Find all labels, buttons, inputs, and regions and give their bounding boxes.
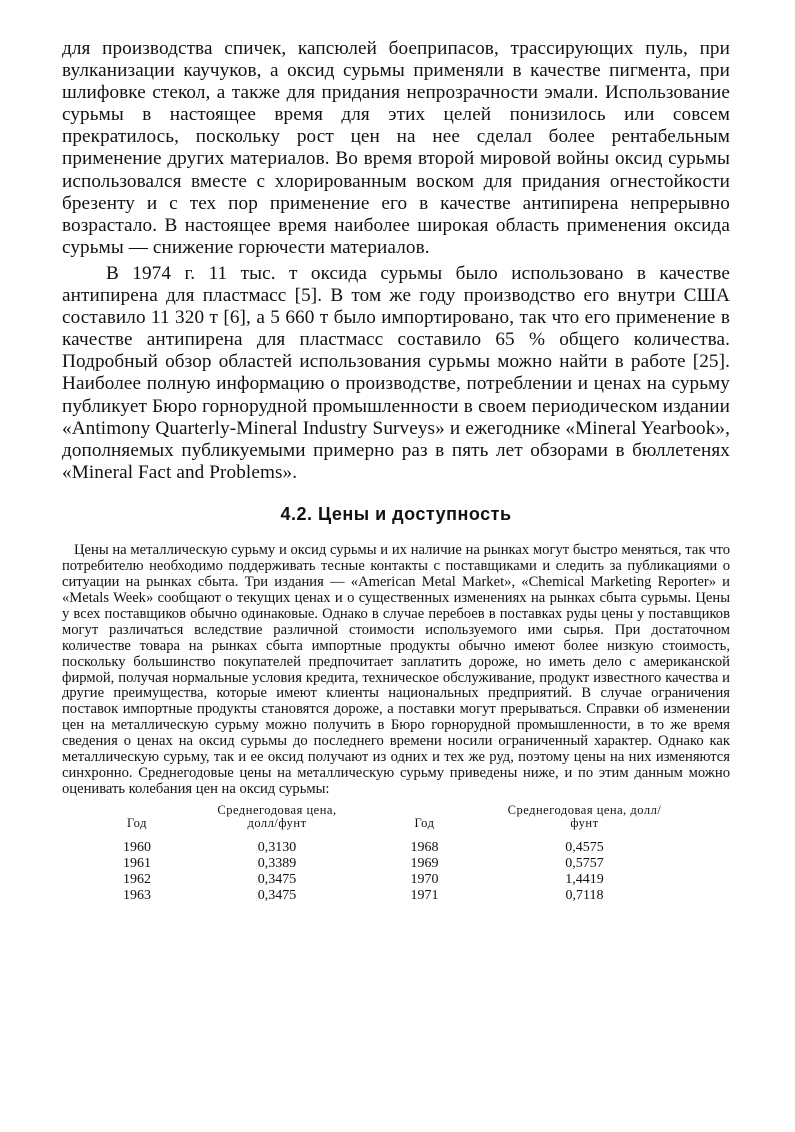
year-cell: 1963 (123, 888, 151, 904)
table-row (62, 856, 662, 872)
year-cell: 1970 (410, 872, 439, 888)
price-cell: 0,3475 (257, 872, 297, 888)
price-cell: 0,3130 (257, 840, 297, 856)
table-row (62, 888, 662, 904)
year-cell: 1962 (123, 872, 151, 888)
year-cell: 1961 (123, 856, 151, 872)
page-body (62, 38, 730, 904)
intro-paragraph: для производства спичек, капсюлей боеприпасов, трассирующих пуль, при вулканизации каучуков, а оксид сурьмы применяли в качестве пигмента, при шлифовке стекол, а также для придания непрозрачности эмали. Использование сурьмы в настоящее время для этих целей понизилось или совсем прекратилось, поскольку рост цен на нее сделал более рентабельным применение других материалов. Во время второй мировой войны оксид сурьмы использовался вместе с хлорированным воском для придания огнестойкости брезенту и с тех пор применение его в качестве антипирена непрерывно возрастало. В настоящее время наиболее широкая область применения оксида сурьмы — снижение горючести материалов. (62, 38, 730, 258)
year-cell: 1971 (410, 888, 439, 904)
price-cell: 0,3475 (257, 888, 297, 904)
price-table (62, 804, 662, 904)
year-cell: 1960 (123, 840, 151, 856)
price-cell: 0,5757 (565, 856, 604, 872)
header-year-1: Год (127, 816, 147, 831)
table-row (62, 840, 662, 856)
table-row (62, 872, 662, 888)
section-heading: 4.2. Цены и доступность (280, 503, 512, 524)
price-cell: 0,4575 (565, 840, 604, 856)
year-cell: 1969 (410, 856, 439, 872)
year-cell: 1968 (410, 840, 439, 856)
header-price-2: Среднегодовая цена, долл/фунт (507, 803, 662, 831)
header-price-1: Среднегодовая цена, долл/фунт (217, 803, 337, 831)
prices-paragraph: Цены на металлическую сурьму и оксид сурьмы и их наличие на рынках могут быстро меняться, так что потребителю необходимо поддерживать тесные контакты с поставщиками и следить за публикациями о ситуации на рынках сбыта. Три издания — «American Metal Market», «Chemical Marketing Reporter» и «Metals Week» сообщают о текущих ценах и о существенных изменениях на рынках сбыта сурьмы. Цены у всех поставщиков обычно одинаковые. Однако в случае перебоев в поставках руды цены у поставщиков могут различаться вследствие различной стоимости используемого ими сырья. При достаточном количестве товара на рынках сбыта импортные продукты обычно имеют более низкую стоимость, поскольку большинство покупателей предпочитает заплатить дороже, но иметь дело с американской фирмой, получая нормальные условия кредита, техническое обслуживание, продукт известного качества и другие преимущества, которые имеют клиенты национальных предприятий. В случае ограничения поставок импортные продукты становятся дороже, а поставки могут прерываться. Справки об изменении цен на металлическую сурьму можно получить в Бюро горнорудной промышленности, в то же время сведения о ценах на оксид сурьмы до последнего времени носили ограниченный характер. Однако как металлическую сурьму, так и ее оксид получают из одних и тех же руд, поэтому цены на них изменяются синхронно. Среднегодовые цены на металлическую сурьму приведены ниже, и по этим данным можно оценивать колебания цен на оксид сурьмы: (62, 541, 730, 798)
price-cell: 0,7118 (565, 888, 604, 904)
paragraph-1974: В 1974 г. 11 тыс. т оксида сурьмы было использовано в качестве антипирена для пластмасс [5]. В том же году производство его внутри США составило 11 320 т [6], а 5 660 т было импортировано, так что его применение в качестве антипирена для пластмасс составило 65 % общего количества. Подробный обзор областей использования сурьмы можно найти в работе [25]. Наиболее полную информацию о производстве, потреблении и ценах на сурьму публикует Бюро горнорудной промышленности в своем периодическом издании «Antimony Quarterly-Mineral Industry Surveys» и ежегоднике «Mineral Yearbook», дополняемых публикуемыми примерно раз в пять лет обзорами в бюллетенях «Mineral Fact and Problems». (62, 262, 730, 483)
price-cell: 0,3389 (257, 856, 297, 872)
price-cell: 1,4419 (565, 872, 604, 888)
header-year-2: Год (414, 816, 435, 831)
price-table-header (62, 804, 662, 840)
